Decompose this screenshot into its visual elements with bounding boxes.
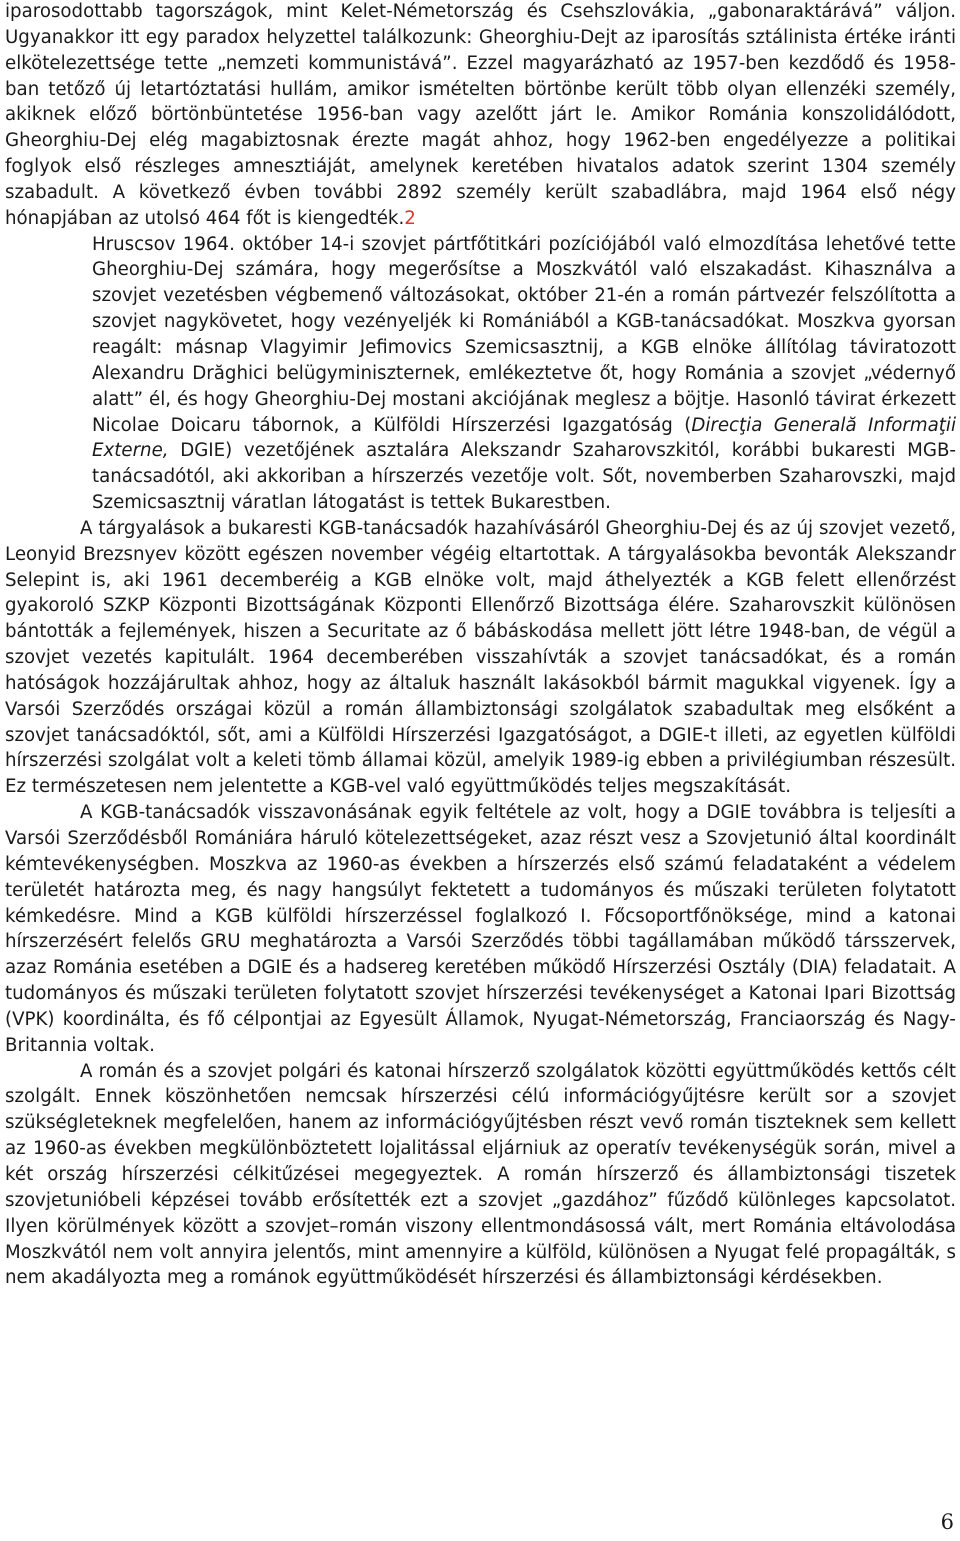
paragraph-2	[5, 232, 956, 516]
footnote-reference[interactable]: 2	[404, 207, 416, 229]
paragraph-1-text: iparosodottabb tagországok, mint Kelet-Németország és Csehszlovákia, „gabonaraktárává” váljon. Ugyanakkor itt egy paradox helyzettel találkozunk: Gheorghiu-Dejt az iparosítás sztálinista értéke iránti elkötelezettsége tette „nemzeti kommunistává”. Ezzel magyarázható az 1957-ben kezdődő és 1958-ban tetőző új letartóztatási hullám, amikor ismételten börtönbe került több olyan ellenzéki személy, akiknek előző börtönbüntetése 1956-ban vagy azelőtt járt le. Amikor Románia konszolidálódott, Gheorghiu-Dej elég magabiztosnak érezte magát ahhoz, hogy 1962-ben engedélyezze a politikai foglyok első részleges amnesztiáját, amelynek keretében hivatalos adatok szerint 1304 személy szabadult. A következő évben további 2892 személy került szabadlábra, majd 1964 első négy hónapjában az utolsó 464 főt is kiengedték.	[5, 1, 956, 229]
paragraph-2-text-b: DGIE) vezetőjének asztalára Alekszandr Szaharovszkitól, korábbi bukaresti MGB-tanácsadótól, aki akkoriban a hírszerzés vezetője volt. Sőt, novemberben Szaharovszki, majd Szemicsasztnij váratlan látogatást is tettek Bukarestben.	[92, 440, 956, 514]
paragraph-2-italic: Direcţia Generală Informaţii Externe,	[92, 414, 956, 462]
document-body	[5, 0, 956, 1291]
paragraph-5: A román és a szovjet polgári és katonai hírszerző szolgálatok közötti együttműködés kettős célt szolgált. Ennek köszönhetően nemcsak hírszerzési célú információgyűjtésre került sor a szovjet szükségleteknek megfelelően, hanem az információgyűjtésben részt vevő román tiszteknek sem kellett az 1960-as években megkülönböztetett lojalitással eljárniuk az operatív tevékenységük során, mivel a két ország hírszerzési célkitűzései megegyeztek. A román hírszerző és állambiztonsági tiszetek szovjetunióbeli képzései tovább erősítették ezt a szovjet „gazdához” fűződő különleges kapcsolatot. Ilyen körülmények között a szovjet–román viszony ellentmondásossá vált, mert Románia eltávolodása Moszkvától nem volt annyira jelentős, mint amennyire a külföld, különösen a Nyugat felé propagálták, s nem akadályozta meg a románok együttműködését hírszerzési és állambiztonsági kérdésekben.	[5, 1060, 956, 1289]
paragraph-1	[5, 0, 956, 232]
page-number: 6	[940, 1510, 954, 1534]
paragraph-2-text-a: Hruscsov 1964. október 14-i szovjet pártfőtitkári pozíciójából való elmozdítása lehetővé tette Gheorghiu-Dej számára, hogy megerősítse a Moszkvától való elszakadást. Kihasználva a szovjet vezetésben végbemenő változásokat, október 21-én a román pártvezér felszólította a szovjet nagykövetet, hogy vezényeljék ki Romániából a KGB-tanácsadókat. Moszkva gyorsan reagált: másnap Vlagyimir Jefimovics Szemicsasztnij, a KGB elnöke állítólag táviratozott Alexandru Drăghici belügyminiszternek, emlékeztetve őt, hogy Románia a szovjet „védernyő alatt” él, és hogy Gheorghiu-Dej mostani akciójának meglesz a böjtje. Hasonló távirat érkezett Nicolae Doicaru tábornok, a Külföldi Hírszerzési Igazgatóság (	[92, 233, 956, 436]
paragraph-3: A tárgyalások a bukaresti KGB-tanácsadók hazahívásáról Gheorghiu-Dej és az új szovjet vezető, Leonyid Brezsnyev között egészen november végéig eltartottak. A tárgyalásokba bevonták Alekszandr Selepint is, aki 1961 decemberéig a KGB elnöke volt, majd áthelyezték a KGB felett ellenőrzést gyakoroló SZKP Központi Bizottságának Központi Ellenőrző Bizottsága élére. Szaharovszkit különösen bántották a fejlemények, hiszen a Securitate az ő bábáskodása mellett jött létre 1948-ban, de végül a szovjet vezetés kapitulált. 1964 decemberében visszahívták a szovjet tanácsadókat, és a román hatóságok hozzájárultak ahhoz, hogy az általuk használt lakásokból bármit magukkal vigyenek. Így a Varsói Szerződés országai közül a román állambiztonsági szolgálatok szabadultak meg elsőként a szovjet tanácsadóktól, sőt, ami a Külföldi Hírszerzési Igazgatóságot, a DGIE-t illeti, az egyetlen külföldi hírszerzési szolgálat volt a keleti tömb államai közül, amelyik 1989-ig ebben a privilégiumban részesült. Ez természetesen nem jelentette a KGB-vel való együttműködés teljes megszakítását.	[5, 517, 956, 798]
paragraph-4: A KGB-tanácsadók visszavonásának egyik feltétele az volt, hogy a DGIE továbbra is teljesíti a Varsói Szerződésből Romániára háruló kötelezettségeket, azaz részt vesz a Szovjetunió által koordinált kémtevékenységben. Moszkva az 1960-as években a hírszerzés első számú feladataként a védelem területét határozta meg, és nagy hangsúlyt fektetett a tudományos és műszaki területen folytatott kémkedésre. Mind a KGB külföldi hírszerzéssel foglalkozó I. Főcsoportfőnöksége, mind a katonai hírszerzésért felelős GRU meghatározta a Varsói Szerződés többi tagállamában működő társszervek, azaz Románia esetében a DGIE és a hadsereg keretében működő Hírszerzési Osztály (DIA) feladatait. A tudományos és műszaki területen folytatott szovjet hírszerzési tevékenységet a Katonai Ipari Bizottság (VPK) koordinálta, és fő célpontjai az Egyesült Államok, Nyugat-Németország, Franciaország és Nagy-Britannia voltak.	[5, 802, 956, 1056]
